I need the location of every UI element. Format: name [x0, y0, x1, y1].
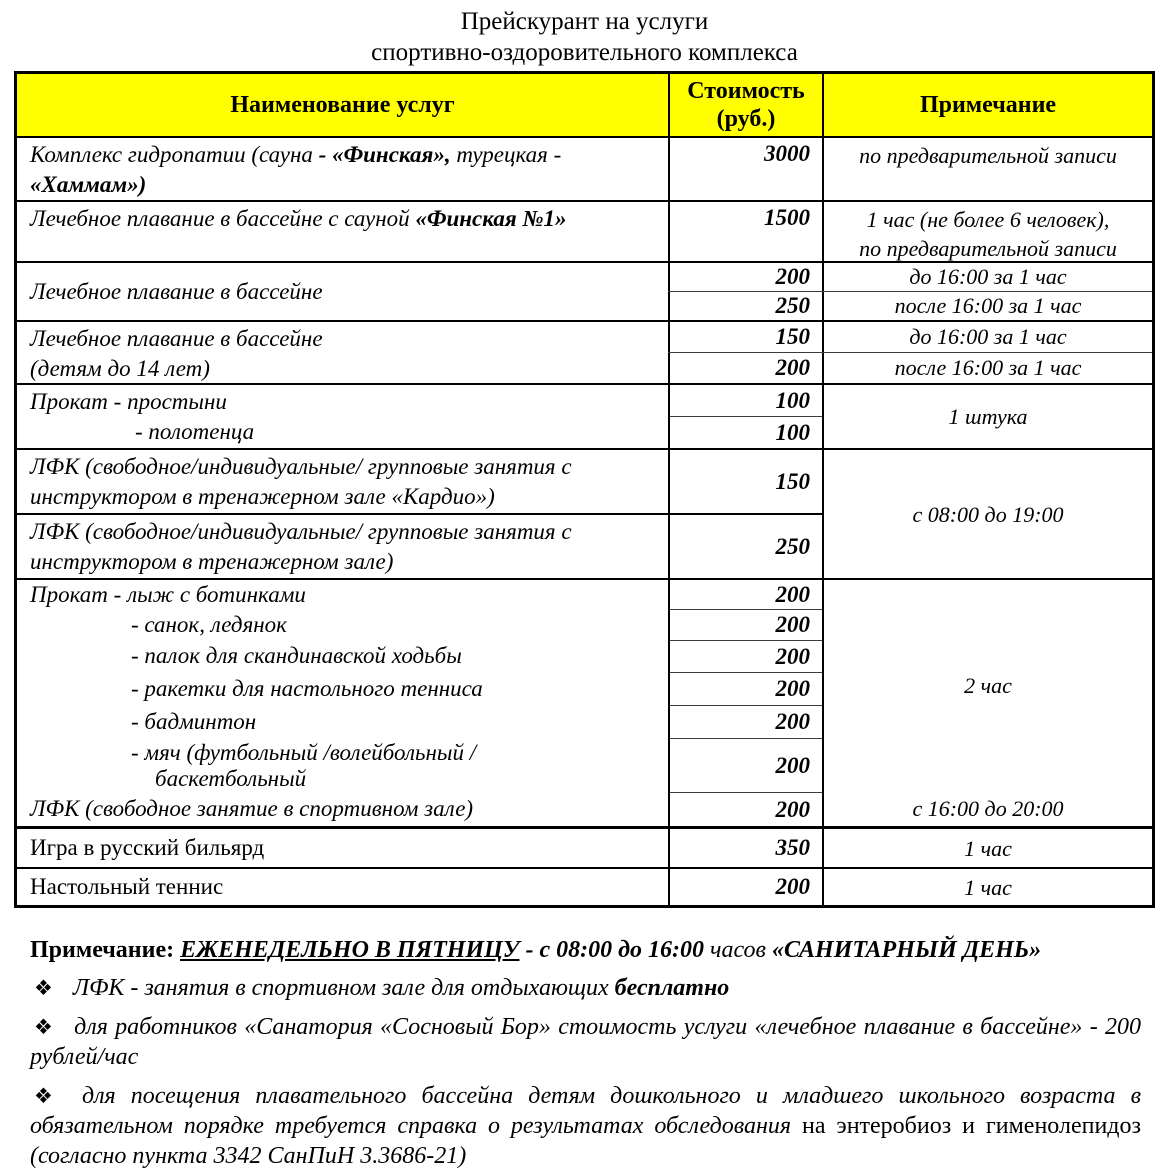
- price-cell: 250: [668, 292, 822, 320]
- service-name-cell: Прокат - простыни - полотенца: [30, 389, 255, 444]
- note-cell: 1 час (не более 6 человек), по предварительной записи: [822, 202, 1152, 261]
- table-row: [17, 136, 1152, 200]
- service-name-cell: Лечебное плавание в бассейне с сауной «Финская №1»: [30, 206, 567, 231]
- document-title: [0, 0, 1169, 68]
- title-line-1: Прейскурант на услуги: [460, 8, 709, 35]
- price-cell: 3000: [668, 138, 822, 200]
- sub-row: [17, 513, 822, 578]
- sub-row: [668, 263, 1152, 291]
- note-cell: 1 час: [822, 829, 1152, 867]
- sub-row: [17, 450, 822, 513]
- note-cell: по предварительной записи: [822, 138, 1152, 200]
- header-price-line2: (руб.): [716, 106, 776, 132]
- header-name: Наименование услуг: [230, 92, 455, 118]
- price-cell: 200: [775, 581, 810, 607]
- title-line-2: спортивно-оздоровительного комплекса: [371, 39, 798, 66]
- price-cell: 200: [670, 640, 822, 672]
- price-cell: 100: [775, 387, 810, 413]
- price-cell: 200: [670, 738, 822, 792]
- footnote-item: ❖ ЛФК - занятия в спортивном зале для отдыхающих бесплатно: [30, 973, 1141, 1003]
- header-price: [668, 74, 822, 136]
- service-name-cell: Лечебное плавание в бассейне (детям до 14 лет): [30, 326, 323, 381]
- price-cell: 200: [670, 705, 822, 738]
- price-table: [14, 71, 1155, 908]
- diamond-bullet-icon: ❖: [34, 1084, 62, 1108]
- price-cell: 350: [668, 829, 822, 867]
- table-header-row: [17, 74, 1152, 136]
- sub-row: [668, 352, 1152, 383]
- note-cell: 2 час с 16:00 до 20:00: [822, 580, 1152, 826]
- service-name-cell: ЛФК (свободное/индивидуальные/ групповые занятия с инструктором в тренажерном зале «Кардио»): [30, 454, 572, 509]
- service-name-cell: Лечебное плавание в бассейне: [30, 278, 323, 304]
- footnote-item: ❖ для посещения плавательного бассейна детям дошкольного и младшего школьного возраста в обязательном порядке требуется справка о результатах обследования на энтеробиоз и гименолепидоз (согласно пункта 3342 СанПиН 3.3686-21): [30, 1083, 1142, 1169]
- table-row: [17, 826, 1152, 867]
- note-cell: 1 штука: [822, 385, 1152, 448]
- note-cell: с 08:00 до 19:00: [822, 450, 1152, 578]
- price-cell: 150: [668, 450, 822, 513]
- note-cell: до 16:00 за 1 час: [822, 322, 1152, 352]
- diamond-bullet-icon: ❖: [34, 976, 53, 1000]
- table-row: [17, 578, 1152, 826]
- table-row: [17, 448, 1152, 578]
- table-row: [17, 383, 1152, 448]
- note-cell: после 16:00 за 1 час: [822, 353, 1152, 383]
- price-cell: 150: [668, 322, 822, 352]
- sanitary-day-note: Примечание: ЕЖЕНЕДЕЛЬНО В ПЯТНИЦУ - с 08:00 до 16:00 часов «САНИТАРНЫЙ ДЕНЬ»: [30, 937, 1042, 963]
- price-cell: 200: [668, 353, 822, 383]
- price-cell: 200: [670, 609, 822, 640]
- footnote-item: ❖ для работников «Санатория «Сосновый Бор» стоимость услуги «лечебное плавание в бассейне» - 200 рублей/час: [30, 1014, 1141, 1070]
- header-note: Примечание: [822, 74, 1152, 136]
- price-cell: 100: [670, 416, 822, 448]
- sub-row: [668, 322, 1152, 352]
- table-row: [17, 867, 1152, 905]
- diamond-bullet-icon: ❖: [34, 1015, 55, 1039]
- table-row: [17, 200, 1152, 261]
- service-name-cell: Прокат - лыж с ботинками - санок, ледянок - палок для скандинавской ходьбы - ракетки для настольного тенниса - бадминтон - мяч (футбольный /волейбольный / баскетбольный ЛФК (свободное занятие в спортивном зале): [30, 581, 483, 821]
- note-cell: 1 час: [822, 869, 1152, 905]
- price-cell: 200: [668, 263, 822, 291]
- note-cell: до 16:00 за 1 час: [822, 263, 1152, 291]
- table-row: [17, 320, 1152, 383]
- table-row: [17, 261, 1152, 320]
- service-name-cell: Комплекс гидропатии (сауна - «Финская», турецкая - «Хаммам»): [30, 142, 562, 197]
- header-price-line1: Стоимость: [687, 78, 805, 104]
- service-name-cell: ЛФК (свободное/индивидуальные/ групповые занятия с инструктором в тренажерном зале): [30, 519, 572, 574]
- service-name-cell: Игра в русский бильярд: [30, 835, 265, 860]
- note-cell: после 16:00 за 1 час: [822, 292, 1152, 320]
- sub-row: [668, 291, 1152, 320]
- price-cell: 200: [668, 869, 822, 905]
- price-cell: 250: [668, 515, 822, 578]
- price-cell: 1500: [668, 202, 822, 261]
- footnotes: [30, 937, 1141, 1171]
- price-cell: 200: [670, 672, 822, 705]
- price-cell: 200: [670, 792, 822, 826]
- service-name-cell: Настольный теннис: [30, 874, 224, 899]
